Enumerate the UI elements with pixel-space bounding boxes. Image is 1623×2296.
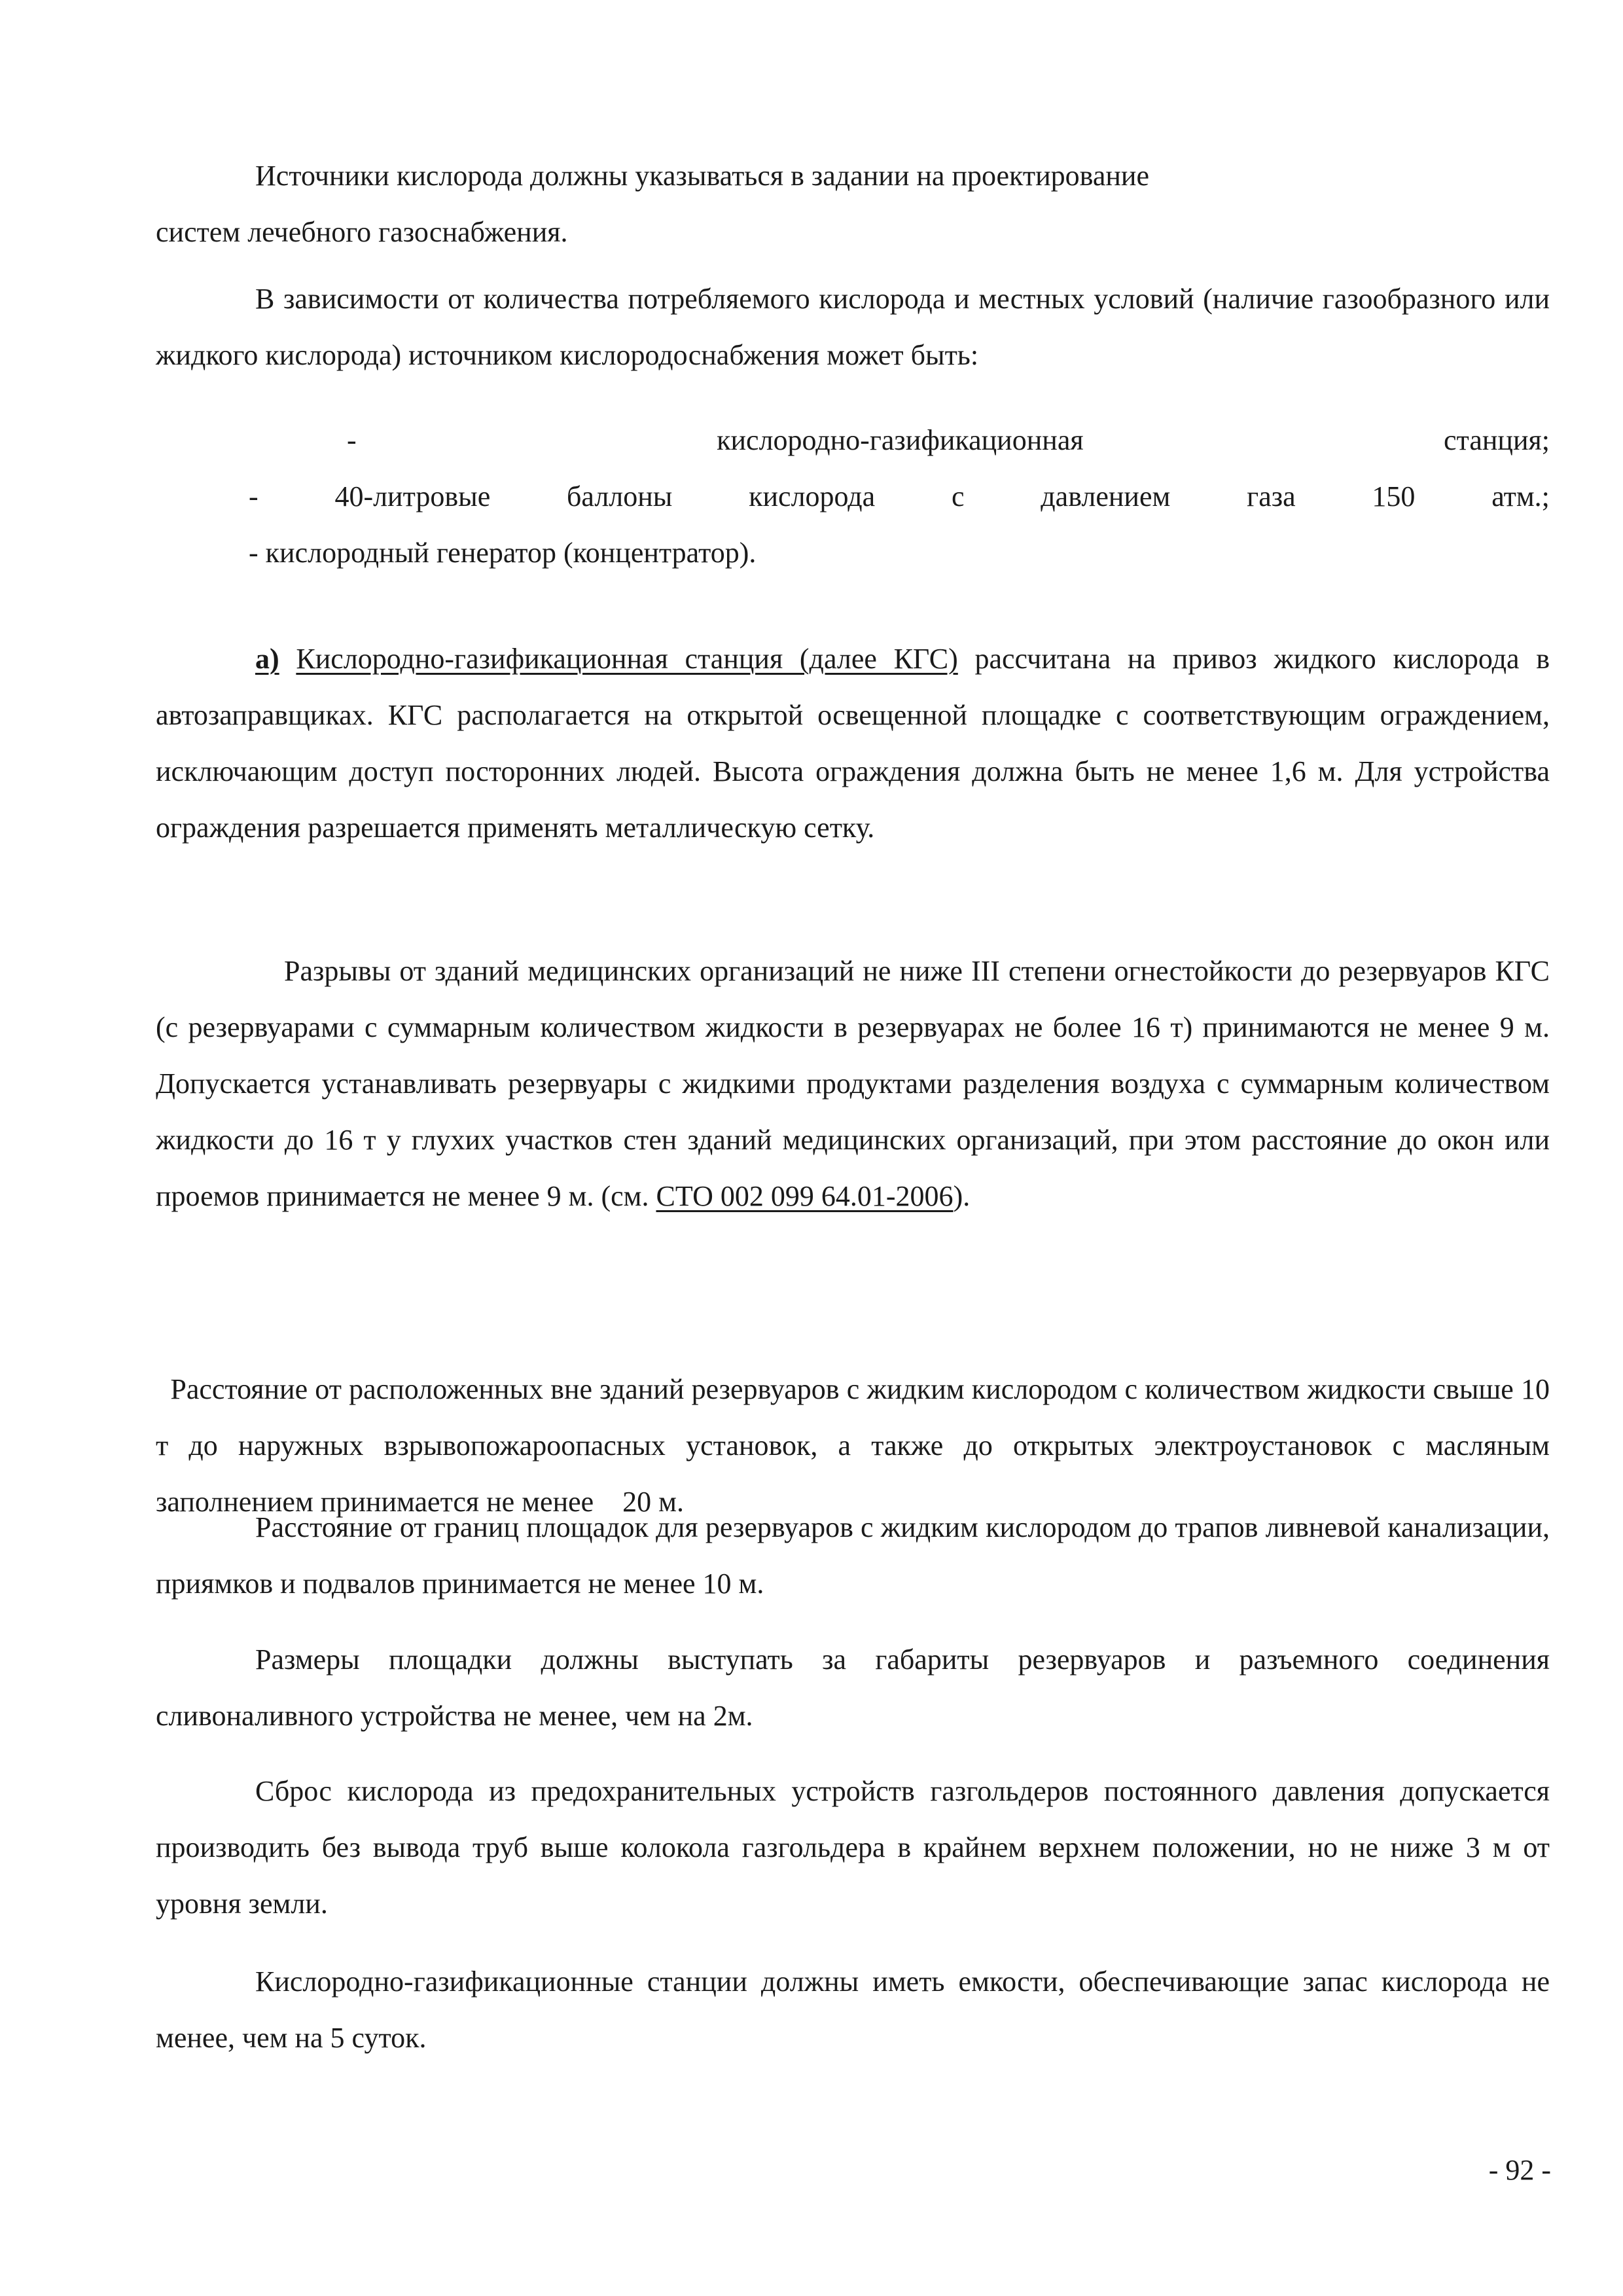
paragraph-line: систем лечебного газоснабжения. [156,216,568,248]
paragraph-text: В зависимости от количества потребляемого кислорода и местных условий (наличие газообразного или жидкого кислорода) источником кислородоснабжения может быть: [156,283,1550,371]
page-number: - 92 - [1488,2154,1551,2186]
list-item-text: - кислородный генератор (концентратор). [249,537,757,569]
list-item-part: давлением [1041,480,1171,512]
paragraph-text: рассчитана на привоз жидкого кислорода в автозаправщиках. КГС располагается на открытой освещенной площадке с соответствующим ограждением, исключающим доступ посторонних людей. Высота ограждения должна быть не менее 1,6 м. Для устройства ограждения разрешается применять металлическую сетку. [156,643,1550,844]
paragraph-text: Сброс кислорода из предохранительных устройств газгольдеров постоянного давления допускается производить без вывода труб выше колокола газгольдера в крайнем верхнем положении, но не ниже 3 м от уровня земли. [156,1775,1550,1920]
list-item-part: с [951,480,965,512]
paragraph-kgs-description [156,631,1550,856]
list-item [156,525,1550,581]
list-item-part: 40-литровые [334,480,491,512]
paragraph-text: Размеры площадки должны выступать за габариты резервуаров и разъемного соединения сливоналивного устройства не менее, чем на 2м. [156,1643,1550,1732]
list-item-part: 150 [1372,480,1416,512]
paragraph-external-installations [156,1305,1558,1530]
list-item-part: баллоны [567,480,673,512]
list-item-part: - [249,480,259,512]
list-item-part: кислорода [749,480,876,512]
list-item-part: - [347,424,357,456]
list-item [156,469,1550,525]
paragraph-supply-sources-intro [156,271,1550,384]
section-label: а) [255,643,279,675]
paragraph-text: Расстояние от границ площадок для резервуаров с жидким кислородом до трапов ливневой канализации, приямков и подвалов принимается не менее 10 м. [156,1511,1550,1600]
list-item-part: атм.; [1491,480,1550,512]
paragraph-text-end: ). [953,1180,971,1212]
list-item-part: газа [1247,480,1296,512]
paragraph-distances [156,943,1550,1225]
paragraph-text: Кислородно-газификационные станции должны иметь емкости, обеспечивающие запас кислорода не менее, чем на 5 суток. [156,1965,1550,2054]
paragraph-text: Расстояние от расположенных вне зданий резервуаров с жидким кислородом с количеством жидкости свыше 10 т до наружных взрывопожароопасных установок, а также до открытых электроустановок с масляным заполнением принимается не менее 20 м. [156,1373,1558,1518]
list-item-part: станция; [1444,424,1550,456]
standard-reference-link[interactable]: СТО 002 099 64.01-2006 [656,1180,954,1212]
paragraph-oxygen-sources [156,148,1550,260]
paragraph-platform-size [156,1632,1550,1744]
list-item-part: кислородно-газификационная [717,424,1084,456]
paragraph-text: Разрывы от зданий медицинских организаций не ниже III степени огнестойкости до резервуаров КГС (с резервуарами с суммарным количеством жидкости в резервуарах не более 16 т) принимаются не менее 9 м. Допускается устанавливать резервуары с жидкими продуктами разделения воздуха с суммарным количеством жидкости до 16 т у глухих участков стен зданий медицинских организаций, при этом расстояние до окон или проемов принимается не менее 9 м. (см. [156,955,1550,1212]
paragraph-oxygen-release [156,1763,1550,1932]
list-item [156,412,1550,469]
supply-sources-list [156,412,1550,581]
paragraph-storm-drains [156,1499,1550,1612]
section-heading: Кислородно-газификационная станция (далее КГС) [296,643,958,675]
paragraph-storage-capacity [156,1954,1550,2066]
paragraph-line: Источники кислорода должны указываться в задании на проектирование [255,160,1149,192]
